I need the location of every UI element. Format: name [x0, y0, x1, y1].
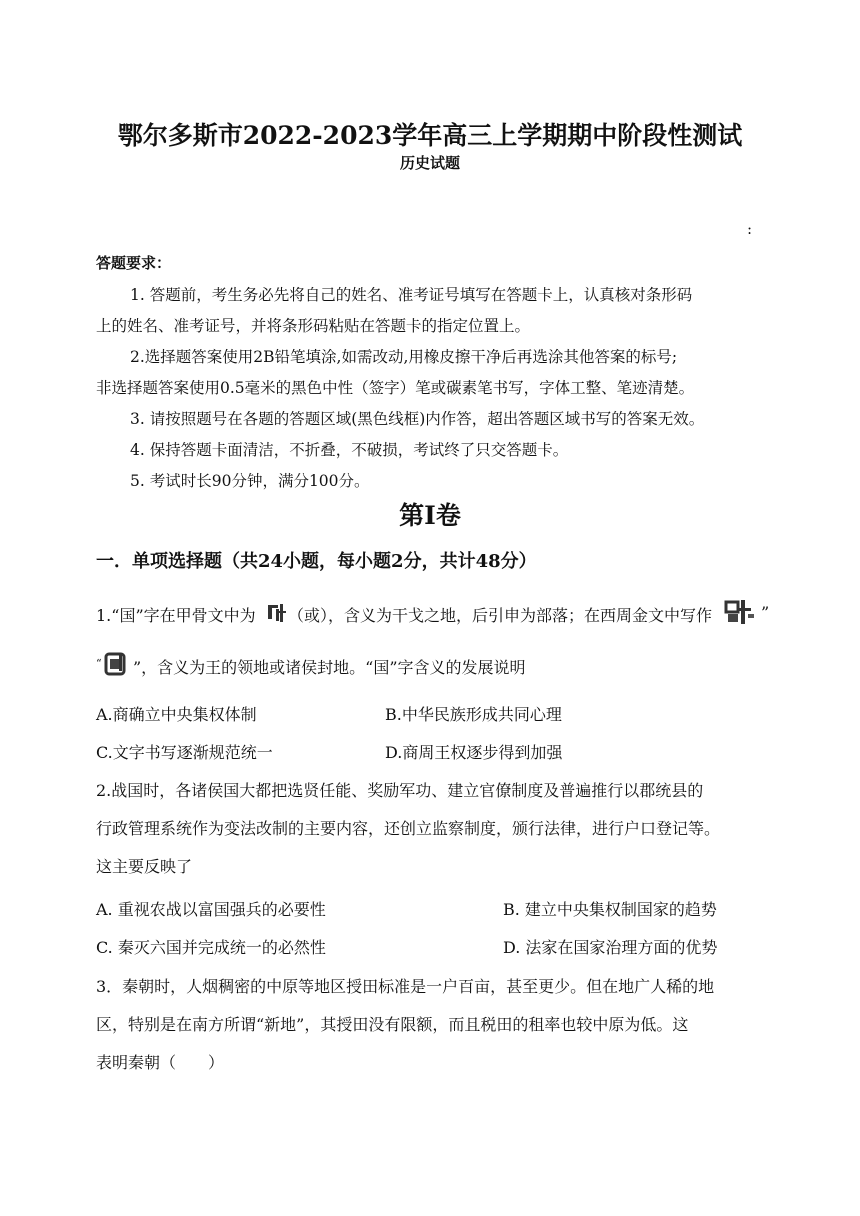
requirement-line: 2.选择题答案使用2B铅笔填涂,如需改动,用橡皮擦干净后再选涂其他答案的标号;	[130, 348, 678, 366]
question-1-stem-part-d: “	[96, 657, 102, 670]
volume-heading: 第Ⅰ卷	[399, 501, 461, 530]
question-1-stem-part-a: 1.“国”字在甲骨文中为	[96, 606, 256, 625]
question-1-stem-part-e: ”，含义为王的领地或诸侯封地。“国”字含义的发展说明	[133, 658, 526, 677]
colon-mark: :	[747, 220, 753, 238]
exam-title: 鄂尔多斯市2022-2023学年高三上学期期中阶段性测试	[117, 121, 743, 150]
question-3-stem-line: 表明秦朝（ ）	[96, 1053, 225, 1072]
question-2-stem-line: 行政管理系统作为变法改制的主要内容，还创立监察制度，颁行法律，进行户口登记等。	[96, 819, 721, 838]
question-1-option-d: D.商周王权逐步得到加强	[385, 743, 563, 762]
requirement-line: 5. 考试时长90分钟，满分100分。	[130, 472, 370, 490]
section-heading: 一．单项选择题（共24小题，每小题2分，共计48分）	[96, 551, 537, 572]
question-1-option-c: C.文字书写逐渐规范统一	[96, 743, 273, 762]
requirement-line: 非选择题答案使用0.5毫米的黑色中性（签字）笔或碳素笔书写，字体工整、笔迹清楚。	[96, 379, 695, 397]
question-2-option-b: B. 建立中央集权制国家的趋势	[503, 900, 717, 919]
question-3-stem-line: 区，特别是在南方所谓“新地”，其授田没有限额，而且税田的租率也较中原为低。这	[96, 1015, 689, 1034]
question-1-stem-part-b: （或），含义为干戈之地，后引申为部落；在西周金文中写作	[288, 606, 713, 625]
requirement-line: 4. 保持答题卡面清洁，不折叠，不破损，考试终了只交答题卡。	[130, 441, 569, 459]
question-2-option-c: C. 秦灭六国并完成统一的必然性	[96, 938, 326, 957]
bronze-inscription-glyph-image	[724, 598, 760, 626]
exam-subtitle: 历史试题	[399, 154, 460, 172]
question-1-stem-part-c: ”	[761, 603, 770, 622]
question-2-stem-line: 这主要反映了	[96, 857, 193, 876]
bronze-inscription-glyph-2-image	[98, 651, 132, 677]
requirement-line: 1. 答题前，考生务必先将自己的姓名、准考证号填写在答题卡上，认真核对条形码	[130, 286, 693, 304]
requirements-heading: 答题要求：	[96, 254, 172, 272]
requirement-line: 上的姓名、准考证号，并将条形码粘贴在答题卡的指定位置上。	[96, 317, 531, 335]
question-2-option-a: A. 重视农战以富国强兵的必要性	[96, 900, 326, 919]
requirement-line: 3. 请按照题号在各题的答题区域(黑色线框)内作答，超出答题区域书写的答案无效。	[130, 410, 705, 428]
question-3-stem-line: 3．秦朝时，人烟稠密的中原等地区授田标准是一户百亩，甚至更少。但在地广人稀的地	[96, 977, 715, 996]
question-2-option-d: D. 法家在国家治理方面的优势	[503, 938, 718, 957]
question-2-stem-line: 2.战国时，各诸侯国大都把选贤任能、奖励军功、建立官僚制度及普遍推行以郡统县的	[96, 781, 704, 800]
oracle-bone-glyph-image	[267, 602, 287, 624]
question-1-option-b: B.中华民族形成共同心理	[385, 705, 562, 724]
question-1-option-a: A.商确立中央集权体制	[96, 705, 257, 724]
